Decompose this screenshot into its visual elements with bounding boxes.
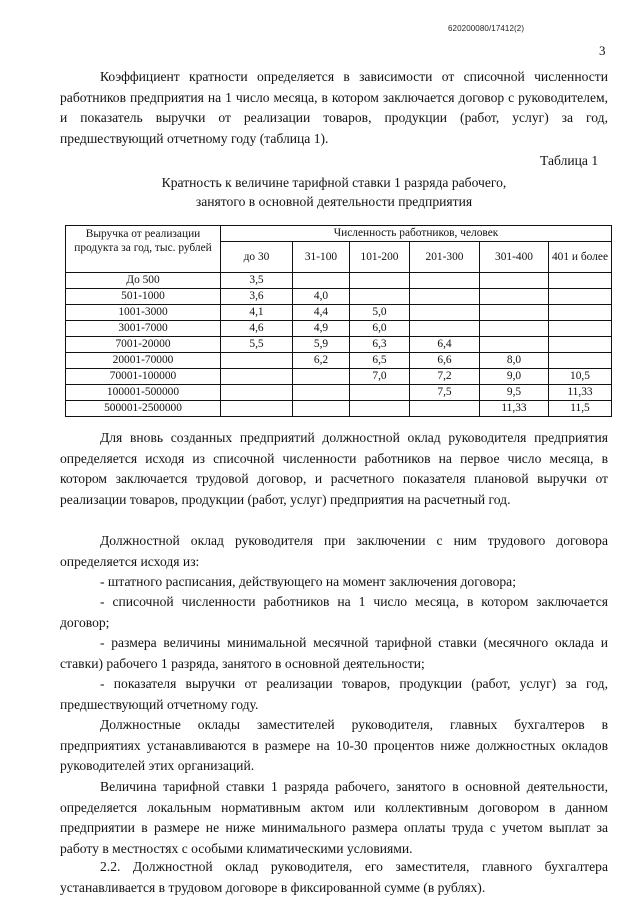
- revenue-range-cell: 20001-70000: [66, 353, 221, 369]
- document-id: 620200080/17412(2): [448, 24, 525, 33]
- multiplier-cell: 9,5: [480, 385, 549, 401]
- multiplier-cell: [410, 273, 480, 289]
- multiplier-cell: 6,3: [350, 337, 410, 353]
- multiplier-cell: [350, 385, 410, 401]
- revenue-range-cell: 100001-500000: [66, 385, 221, 401]
- multiplier-cell: 6,0: [350, 321, 410, 337]
- multiplier-cell: 11,5: [549, 401, 612, 417]
- revenue-range-cell: 1001-3000: [66, 305, 221, 321]
- revenue-header: Выручка от реализации продукта за год, тыс. рублей: [66, 226, 221, 273]
- multiplier-cell: 11,33: [480, 401, 549, 417]
- multiplier-cell: 5,0: [350, 305, 410, 321]
- paragraph-tariff-rate: Величина тарифной ставки 1 разряда рабочего, занятого в основной деятельности, определяется локальным нормативным актом или коллективным договором в данном предприятии в размере не ниже минимального размера оплаты труда с учетом выплат за работу в местностях с особыми климатическими условиями.: [60, 779, 608, 856]
- multiplier-cell: 8,0: [480, 353, 549, 369]
- paragraph-salary-basis: Должностной оклад руководителя при заключении с ним трудового договора определяется исходя из:: [60, 533, 608, 569]
- column-header: 101-200: [350, 242, 410, 273]
- multiplier-cell: [293, 385, 350, 401]
- multiplier-cell: 5,9: [293, 337, 350, 353]
- multiplier-cell: 7,2: [410, 369, 480, 385]
- page-number: 3: [599, 43, 606, 58]
- multiplier-cell: [410, 289, 480, 305]
- multiplier-cell: [549, 353, 612, 369]
- revenue-range-cell: 70001-100000: [66, 369, 221, 385]
- multiplier-cell: 4,0: [293, 289, 350, 305]
- multiplier-cell: 4,6: [221, 321, 293, 337]
- multiplier-cell: [549, 289, 612, 305]
- multiplier-cell: [549, 305, 612, 321]
- paragraph-new-enterprises: Для вновь созданных предприятий должностной оклад руководителя предприятия определяется исходя из списочной численности работников на первое число месяца, в котором заключается трудовой договор, и расчетного показателя плановой выручки от реализации товаров, продукции (работ, услуг) предприятия на расчетный год.: [60, 430, 608, 507]
- column-header: 401 и более: [549, 242, 612, 273]
- multiplier-cell: [480, 337, 549, 353]
- table-row: [66, 289, 612, 305]
- table-title-line-1: Кратность к величине тарифной ставки 1 разряда рабочего,: [161, 175, 507, 190]
- multiplier-cell: 6,5: [350, 353, 410, 369]
- multiplier-cell: 10,5: [549, 369, 612, 385]
- multiplier-cell: [221, 385, 293, 401]
- bullet-staff-schedule: - штатного расписания, действующего на момент заключения договора;: [100, 574, 516, 589]
- multiplier-cell: [480, 321, 549, 337]
- multiplier-cell: [221, 353, 293, 369]
- multiplier-cell: 6,4: [410, 337, 480, 353]
- multiplier-cell: [549, 337, 612, 353]
- multiplier-cell: 4,4: [293, 305, 350, 321]
- revenue-range-cell: До 500: [66, 273, 221, 289]
- multiplier-cell: [480, 273, 549, 289]
- multiplier-cell: [293, 369, 350, 385]
- paragraph-clause-2-2: 2.2. Должностной оклад руководителя, его заместителя, главного бухгалтера устанавливается в трудовом договоре в фиксированной сумме (в рублях).: [60, 859, 608, 895]
- intro-paragraph: Коэффициент кратности определяется в зависимости от списочной численности работников предприятия на 1 число месяца, в котором заключается договор с руководителем, и показатель выручки от реализации товаров, продукции (работ, услуг) за год, предшествующий отчетному году (таблица 1).: [60, 69, 608, 146]
- multiplier-cell: 3,5: [221, 273, 293, 289]
- multiplier-cell: [221, 401, 293, 417]
- revenue-range-cell: 500001-2500000: [66, 401, 221, 417]
- multiplier-cell: [410, 321, 480, 337]
- bullet-revenue: - показателя выручки от реализации товаров, продукции (работ, услуг) за год, предшествующий отчетному году.: [60, 676, 608, 712]
- column-header: 301-400: [480, 242, 549, 273]
- multiplier-cell: [350, 401, 410, 417]
- table-row: [66, 337, 612, 353]
- multiplier-cell: 7,0: [350, 369, 410, 385]
- table-row: [66, 385, 612, 401]
- column-header: до 30: [221, 242, 293, 273]
- multiplier-cell: 4,1: [221, 305, 293, 321]
- paragraph-deputies: Должностные оклады заместителей руководителя, главных бухгалтеров в предприятиях устанавливаются в размере на 10-30 процентов ниже должностных окладов руководителей этих организаций.: [60, 717, 608, 774]
- table-title-line-2: занятого в основной деятельности предприятия: [195, 194, 473, 209]
- multiplier-cell: 4,9: [293, 321, 350, 337]
- multiplier-cell: [221, 369, 293, 385]
- table-row: [66, 321, 612, 337]
- table-label: Таблица 1: [540, 153, 599, 168]
- multiplier-cell: [410, 401, 480, 417]
- multiplier-cell: 7,5: [410, 385, 480, 401]
- multiplier-table: [65, 225, 612, 417]
- revenue-range-cell: 501-1000: [66, 289, 221, 305]
- column-header: 31-100: [293, 242, 350, 273]
- table-row: [66, 401, 612, 417]
- multiplier-cell: [350, 273, 410, 289]
- multiplier-cell: [549, 273, 612, 289]
- bullet-headcount: - списочной численности работников на 1 число месяца, в котором заключается договор;: [60, 594, 608, 630]
- revenue-range-cell: 3001-7000: [66, 321, 221, 337]
- bullet-tariff-rate: - размера величины минимальной месячной тарифной ставки (месячного оклада и ставки) рабочего 1 разряда, занятого в основной деятельности;: [60, 635, 608, 671]
- multiplier-cell: 6,6: [410, 353, 480, 369]
- multiplier-cell: [293, 401, 350, 417]
- multiplier-cell: [480, 289, 549, 305]
- multiplier-cell: [480, 305, 549, 321]
- multiplier-cell: [410, 305, 480, 321]
- multiplier-cell: 9,0: [480, 369, 549, 385]
- table-row: [66, 369, 612, 385]
- column-header: 201-300: [410, 242, 480, 273]
- multiplier-cell: [549, 321, 612, 337]
- multiplier-cell: [293, 273, 350, 289]
- multiplier-cell: 5,5: [221, 337, 293, 353]
- table-row: [66, 305, 612, 321]
- multiplier-cell: [350, 289, 410, 305]
- multiplier-cell: 6,2: [293, 353, 350, 369]
- multiplier-cell: 11,33: [549, 385, 612, 401]
- employees-header: Численность работников, человек: [221, 226, 612, 242]
- multiplier-cell: 3,6: [221, 289, 293, 305]
- revenue-range-cell: 7001-20000: [66, 337, 221, 353]
- table-title: [60, 173, 608, 211]
- table-row: [66, 353, 612, 369]
- table-row: [66, 273, 612, 289]
